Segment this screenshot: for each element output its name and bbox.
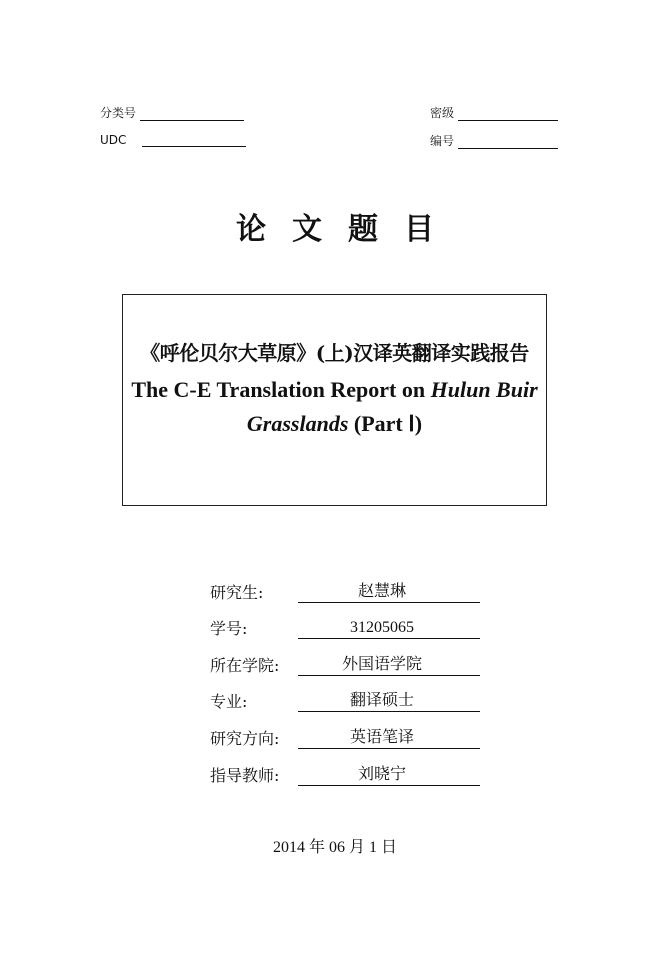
serial-number-blank	[458, 134, 558, 149]
info-value: 翻译硕士	[298, 691, 480, 712]
udc-blank	[142, 132, 246, 147]
info-label: 专业:	[210, 692, 248, 712]
thesis-title-zh: 《呼伦贝尔大草原》(上)汉译英翻译实践报告	[140, 341, 529, 365]
info-row-student	[210, 566, 480, 603]
thesis-title-en-prefix: The C-E Translation Report on	[131, 377, 431, 402]
udc-label: UDC	[100, 133, 127, 147]
info-value: 刘晓宁	[298, 765, 480, 786]
info-row-student-id	[210, 603, 480, 640]
udc-field	[100, 132, 246, 147]
info-label: 指导教师:	[210, 765, 280, 785]
secret-level-label: 密级	[430, 106, 455, 120]
info-label: 研究方向:	[210, 728, 280, 748]
info-row-research-direction	[210, 712, 480, 749]
info-label: 研究生:	[210, 582, 264, 602]
info-value: 31205065	[298, 618, 480, 639]
info-value: 赵慧琳	[298, 582, 480, 603]
classification-field	[100, 104, 244, 121]
serial-number-label: 编号	[430, 134, 455, 148]
info-value: 外国语学院	[298, 655, 480, 676]
info-row-major	[210, 676, 480, 713]
classification-label: 分类号	[100, 106, 137, 120]
submission-date: 2014 年 06 月 1 日	[272, 839, 397, 856]
info-value: 英语笔译	[298, 728, 480, 749]
info-label: 所在学院:	[210, 655, 280, 675]
thesis-title-en	[123, 373, 546, 441]
thesis-title-en-italic-2: Grasslands	[246, 411, 349, 436]
secret-level-blank	[458, 106, 558, 121]
thesis-title-box	[122, 294, 547, 506]
info-row-supervisor	[210, 749, 480, 786]
thesis-title-en-italic-1: Hulun Buir	[430, 377, 538, 402]
page-title: 论文题目	[236, 212, 460, 247]
author-info	[210, 566, 480, 786]
classification-blank	[140, 106, 244, 121]
thesis-title-en-suffix: (Part Ⅰ)	[348, 411, 423, 436]
secret-level-field	[430, 104, 558, 121]
serial-number-field	[430, 132, 558, 149]
info-row-school	[210, 639, 480, 676]
info-label: 学号:	[210, 619, 248, 639]
